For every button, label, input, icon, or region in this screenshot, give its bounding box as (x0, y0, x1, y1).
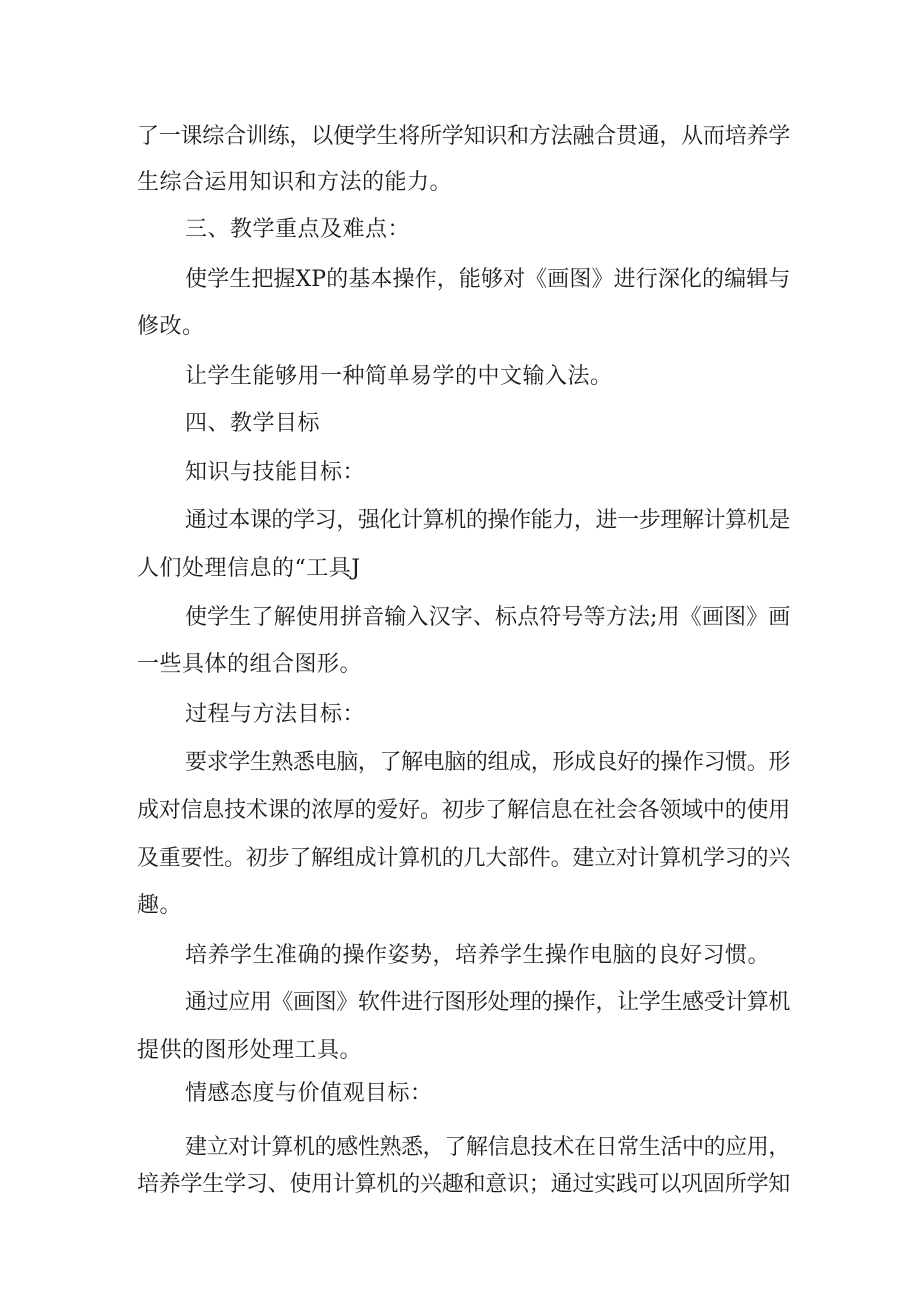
text-line: 使学生把握XP的基本操作，能够对《画图》进行深化的编辑与 (185, 267, 791, 292)
text-line: 生综合运用知识和方法的能力。 (137, 170, 453, 195)
section-heading: 三、教学重点及难点： (185, 217, 411, 242)
text-line: 修改。 (137, 314, 205, 339)
text-line: 培养学生准确的操作姿势，培养学生操作电脑的良好习惯。 (185, 943, 771, 968)
text-line: 趣。 (137, 893, 183, 918)
subsection-heading: 情感态度与价值观目标： (185, 1081, 433, 1106)
text-line: 人们处理信息的“工具J (137, 556, 361, 581)
text-line: 通过应用《画图》软件进行图形处理的操作，让学生感受计算机 (185, 990, 791, 1015)
text-line: 提供的图形处理工具。 (137, 1038, 363, 1063)
text-line: 成对信息技术课的浓厚的爱好。初步了解信息在社会各领域中的使用 (137, 798, 791, 823)
text-line: 及重要性。初步了解组成计算机的几大部件。建立对计算机学习的兴 (137, 846, 791, 871)
text-line: 通过本课的学习，强化计算机的操作能力，进一步理解计算机是 (185, 508, 791, 533)
text-line: 使学生了解使用拼音输入汉字、标点符号等方法;用《画图》画 (185, 605, 791, 630)
text-line: 建立对计算机的感性熟悉，了解信息技术在日常生活中的应用， (185, 1135, 791, 1160)
subsection-heading: 知识与技能目标： (185, 460, 366, 485)
text-line: 让学生能够用一种简单易学的中文输入法。 (185, 364, 613, 389)
subsection-heading: 过程与方法目标： (185, 702, 366, 727)
text-line: 要求学生熟悉电脑，了解电脑的组成，形成良好的操作习惯。形 (185, 750, 791, 775)
text-line: 一些具体的组合图形。 (137, 652, 363, 677)
text-line: 培养学生学习、使用计算机的兴趣和意识；通过实践可以巩固所学知 (137, 1172, 791, 1197)
section-heading: 四、教学目标 (185, 411, 321, 436)
text-line: 了一课综合训练，以便学生将所学知识和方法融合贯通，从而培养学 (137, 124, 791, 149)
